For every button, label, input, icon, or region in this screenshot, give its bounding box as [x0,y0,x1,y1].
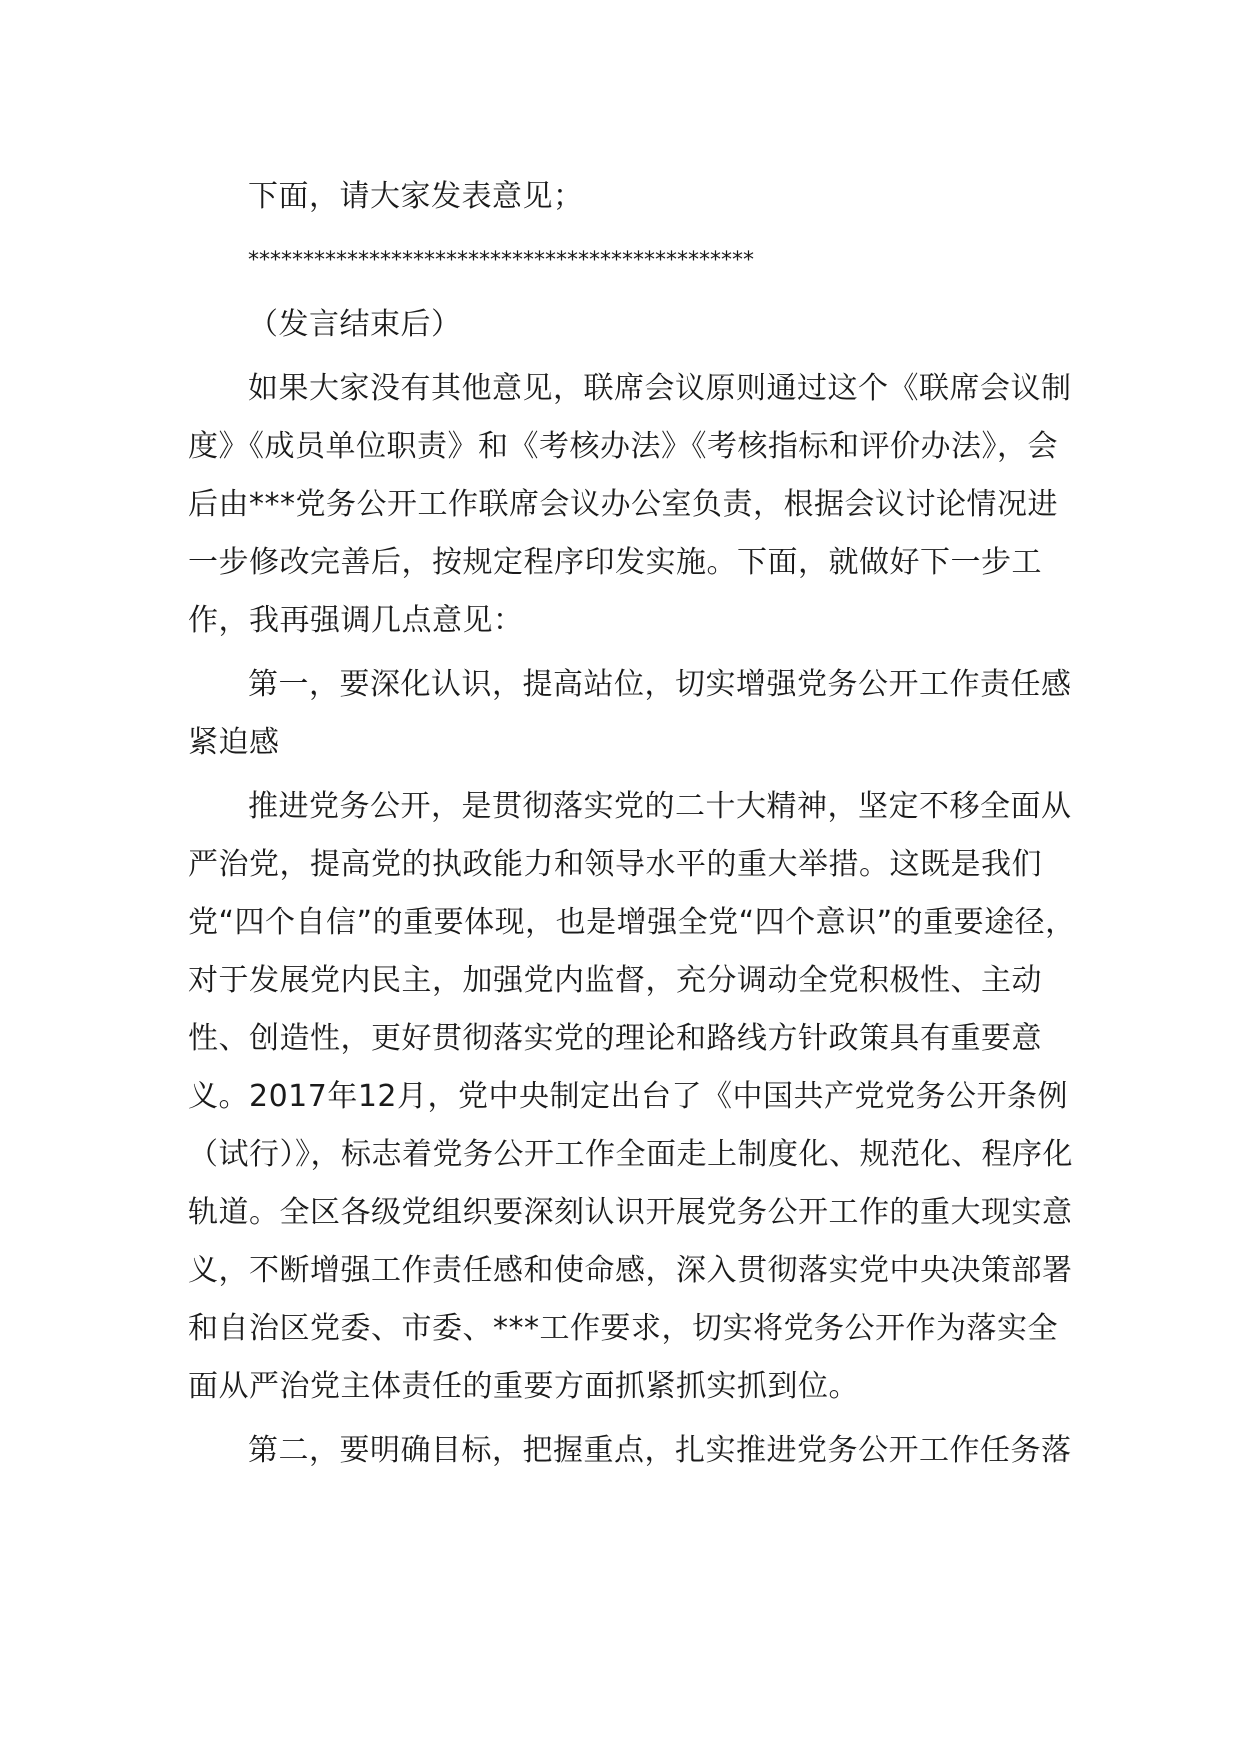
document-page [188,168,1088,1486]
paragraph-stage-note: （发言结束后） [248,307,462,342]
separator-line: ********************************************** [248,248,754,273]
paragraph-approval: 如果大家没有其他意见，联席会议原则通过这个《联席会议制度》《成员单位职责》和《考核办法》《考核指标和评价办法》，会后由***党务公开工作联席会议办公室负责，根据会议讨论情况进一步修改完善后，按规定程序印发实施。下面，就做好下一步工作，我再强调几点意见： [188,371,1072,638]
heading-point-one: 第一，要深化认识，提高站位，切实增强党务公开工作责任感紧迫感 [188,667,1072,760]
paragraph-opening: 下面，请大家发表意见； [248,179,584,214]
paragraph-point-one-body: 推进党务公开，是贯彻落实党的二十大精神，坚定不移全面从严治党，提高党的执政能力和领导水平的重大举措。这既是我们党“四个自信”的重要体现，也是增强全党“四个意识”的重要途径，对于发展党内民主，加强党内监督，充分调动全党积极性、主动性、创造性，更好贯彻落实党的理论和路线方针政策具有重要意义。2017年12月，党中央制定出台了《中国共产党党务公开条例（试行）》，标志着党务公开工作全面走上制度化、规范化、程序化轨道。全区各级党组织要深刻认识开展党务公开工作的重大现实意义，不断增强工作责任感和使命感，深入贯彻落实党中央决策部署和自治区党委、市委、***工作要求，切实将党务公开作为落实全面从严治党主体责任的重要方面抓紧抓实抓到位。 [188,789,1076,1404]
heading-point-two: 第二，要明确目标，把握重点，扎实推进党务公开工作任务落 [248,1433,1072,1468]
